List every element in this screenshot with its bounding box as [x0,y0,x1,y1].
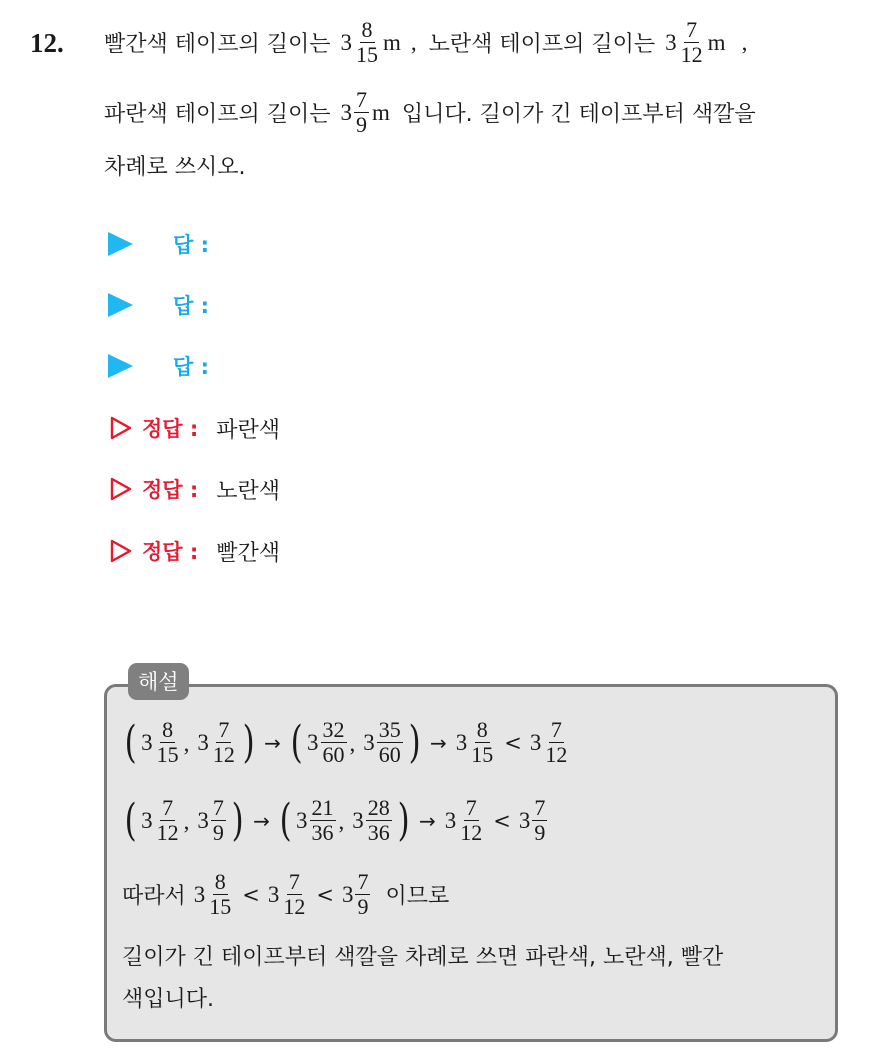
less-than: < [493,808,511,833]
fraction [354,88,369,137]
denominator: 36 [311,820,334,845]
fraction [366,796,392,845]
triangle-outline-icon [110,416,132,440]
whole-part: 3 [197,729,209,755]
denominator: 15 [156,742,179,767]
fraction [155,718,181,767]
whole-part: 3 [193,881,206,907]
mixed-number [530,718,571,767]
answer-key-label: 정답 : [142,478,199,502]
denominator: 15 [471,742,494,767]
blue-tape-length [341,88,390,137]
solution-row-2 [122,796,550,845]
denominator: 9 [356,112,368,137]
numerator: 7 [212,795,224,820]
question-text: 빨간색 테이프의 길이는 [104,32,331,57]
numerator: 7 [357,869,369,894]
left-paren: ( [290,716,303,768]
mixed-number [363,718,404,767]
solution-tab: 해설 [128,663,189,700]
question-line-3 [104,150,246,181]
comma: , [183,809,190,834]
unit: m [707,29,726,55]
numerator: 7 [356,87,368,112]
solution-line-4: 길이가 긴 테이프부터 색깔을 차례로 쓰면 파란색, 노란색, 빨간 [122,945,724,970]
whole-part: 3 [363,729,375,755]
fraction [532,796,547,845]
question-number: 12. [30,28,64,58]
answer-label: 답 : [173,233,209,257]
answer-row-1 [108,226,209,262]
play-arrow-icon [108,293,133,317]
solution-row-3 [122,870,449,919]
play-arrow-icon [108,232,133,256]
whole-part: 3 [455,729,468,755]
answer-key-row-1 [110,410,280,446]
comma: , [183,731,190,756]
fraction [321,718,347,767]
denominator: 36 [367,820,390,845]
numerator: 35 [378,717,401,742]
right-paren: ) [397,794,410,846]
mixed-number [519,796,549,845]
right-paren: ) [242,716,255,768]
denominator: 12 [545,742,568,767]
numerator: 7 [162,795,174,820]
fraction [354,18,380,67]
denominator: 9 [212,820,224,845]
right-paren: ) [408,716,421,768]
answer-key-label: 정답 : [142,417,199,441]
whole-part: 3 [341,881,354,907]
unit: m [372,99,390,125]
whole-part: 3 [444,807,457,833]
answer-key-value: 파란색 [216,417,281,443]
answer-key-value: 빨간색 [216,540,281,566]
answer-key-label: 정답 : [142,540,199,564]
fraction [543,718,569,767]
whole-part: 3 [141,807,153,833]
answer-row-2 [108,287,209,323]
whole-part: 3 [296,807,308,833]
mixed-number [197,796,227,845]
numerator: 7 [534,795,546,820]
question-text: 입니다. 길이가 긴 테이프부터 색깔을 [401,102,756,127]
separator: , [741,29,748,55]
numerator: 8 [214,869,226,894]
fraction [211,796,226,845]
answer-key-row-3 [110,533,280,569]
denominator: 12 [460,820,483,845]
answer-label: 답 : [173,294,209,318]
numerator: 32 [322,717,345,742]
arrow-icon: → [264,730,281,755]
solution-line-5: 색입니다. [122,987,215,1012]
numerator: 7 [288,869,300,894]
whole-part: 3 [340,29,353,55]
mixed-number [352,796,393,845]
numerator: 8 [476,717,488,742]
triangle-outline-icon [110,539,132,563]
comma: , [349,731,356,756]
solution-row-1 [122,718,572,767]
less-than: < [504,730,522,755]
whole-part: 3 [141,729,153,755]
question-line-1 [104,18,747,67]
right-paren: ) [231,794,244,846]
less-than: < [316,882,334,907]
denominator: 9 [534,820,546,845]
fraction [469,718,495,767]
arrow-icon: → [418,808,436,833]
answer-row-3 [108,348,209,384]
mixed-number [141,796,182,845]
solution-text: 따라서 [122,884,186,909]
whole-part: 3 [340,99,353,125]
whole-part: 3 [267,881,280,907]
whole-part: 3 [529,729,542,755]
whole-part: 3 [518,807,531,833]
solution-text: 이므로 [385,884,450,909]
whole-part: 3 [307,729,319,755]
mixed-number [307,718,348,767]
arrow-icon: → [429,730,447,755]
play-arrow-icon [108,354,133,378]
comma: , [338,809,345,834]
separator: , [410,29,417,55]
mixed-number [197,718,238,767]
whole-part: 3 [665,29,677,55]
left-paren: ( [124,794,137,846]
fraction [458,796,484,845]
question-line-2 [104,88,756,137]
denominator: 15 [209,894,232,919]
numerator: 21 [311,795,334,820]
fraction [281,870,307,919]
question-text: 차례로 쓰시오. [104,155,246,180]
mixed-number [268,870,309,919]
mixed-number [445,796,486,845]
numerator: 7 [465,795,477,820]
fraction [310,796,336,845]
fraction [207,870,233,919]
arrow-icon: → [253,808,270,833]
mixed-number [456,718,497,767]
answer-key-row-2 [110,471,280,507]
answer-label: 답 : [173,355,209,379]
numerator: 28 [367,795,390,820]
fraction [679,18,705,67]
red-tape-length [341,18,401,67]
denominator: 12 [156,820,179,845]
mixed-number [296,796,337,845]
numerator: 7 [218,717,230,742]
numerator: 8 [162,717,174,742]
denominator: 12 [680,42,703,67]
answer-key-value: 노란색 [216,478,281,504]
whole-part: 3 [197,807,209,833]
yellow-tape-length [665,18,725,67]
denominator: 12 [283,894,306,919]
denominator: 60 [378,742,401,767]
fraction [377,718,403,767]
less-than: < [242,882,260,907]
question-text: 노란색 테이프의 길이는 [428,32,656,57]
numerator: 7 [686,17,698,42]
fraction [355,870,370,919]
denominator: 15 [356,42,379,67]
fraction [155,796,181,845]
mixed-number [194,870,235,919]
whole-part: 3 [352,807,364,833]
fraction [211,718,237,767]
triangle-outline-icon [110,477,132,501]
left-paren: ( [124,716,137,768]
left-paren: ( [279,794,292,846]
mixed-number [342,870,372,919]
numerator: 8 [361,17,373,42]
denominator: 60 [322,742,345,767]
unit: m [383,29,401,55]
numerator: 7 [550,717,562,742]
denominator: 9 [357,894,369,919]
denominator: 12 [212,742,235,767]
mixed-number [141,718,182,767]
question-text: 파란색 테이프의 길이는 [104,102,331,127]
